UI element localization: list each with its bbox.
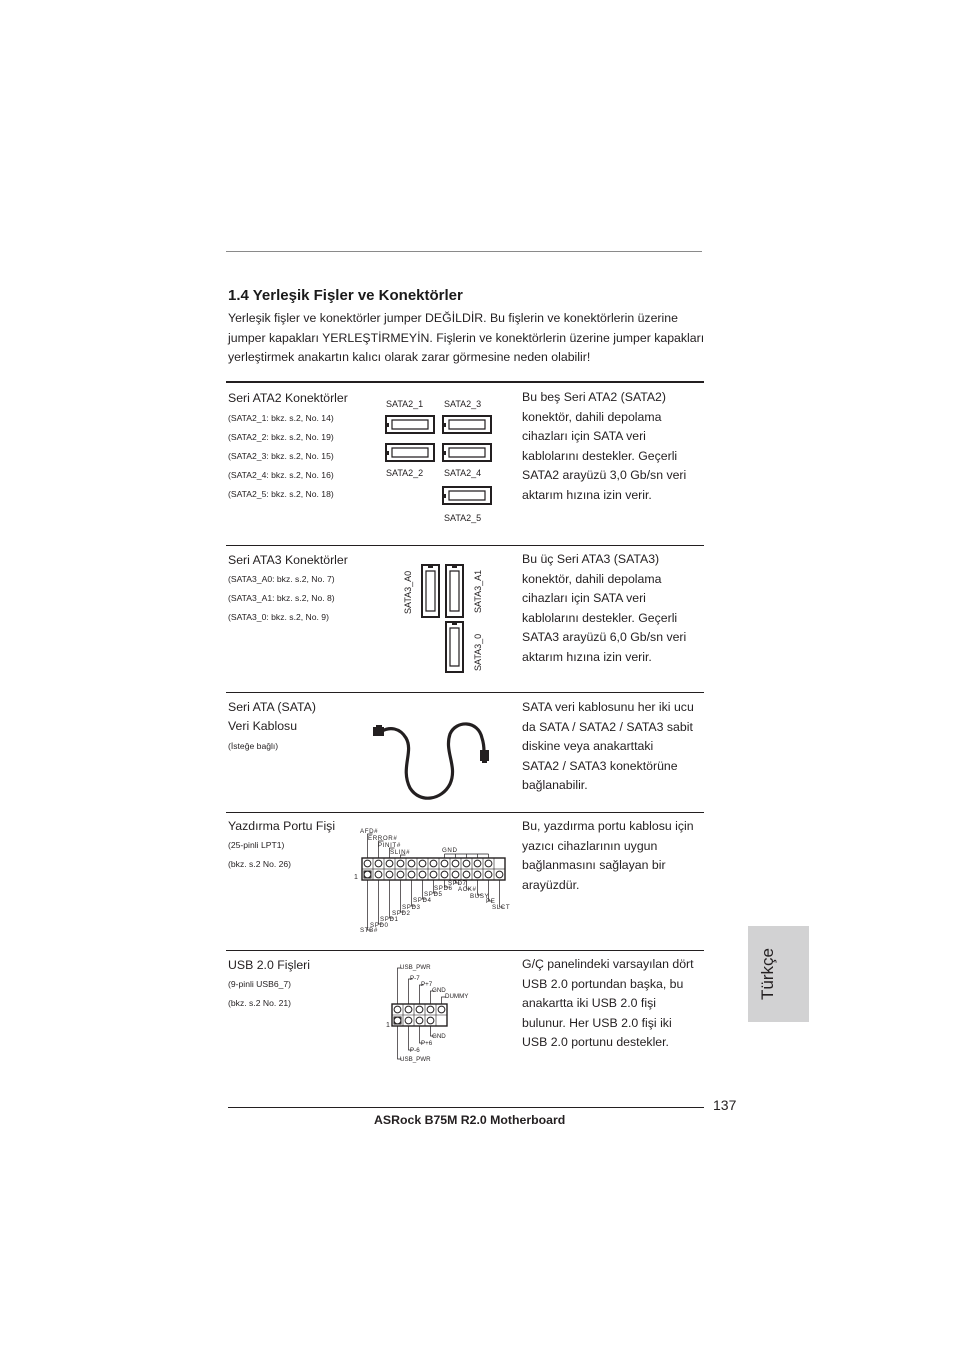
printer-port-header-diagram [352,824,512,936]
lpt-pin-error: ERROR# [368,835,398,842]
sata-cable-description: SATA veri kablosunu her iki ucu da SATA / SATA2 / SATA3 sabit diskine veya anakarttaki SATA2 / SATA3 konektörüne bağlanabilir. [522,700,694,792]
lpt-pin [430,860,437,867]
intro-paragraph: Yerleşik fişler ve konektörler jumper DEĞİLDİR. Bu fişlerin ve konektörlerin üzerine jumper kapakları YERLEŞTİRMEYİN. Fişlerin ve konektörlerin üzerine jumper kapakları yerleştirmek anakartın kalıcı olarak zarar görmesine neden olabilir! [228,311,705,364]
lpt-pin [485,860,492,867]
lpt-pin [419,860,426,867]
sata2-ref-4: (SATA2_4: bkz. s.2, No. 16) [228,470,334,480]
sata2-2-label: SATA2_2 [386,468,424,478]
sata2-5-connector [443,487,491,504]
usb-pin [416,1006,423,1013]
usb-header-diagram [384,960,474,1066]
sata2-5-label: SATA2_5 [444,513,482,523]
lpt-pin [441,871,448,878]
row-divider-1 [226,545,704,546]
usb-leader [398,1026,402,1059]
sata3-a0-connector [422,565,439,617]
usb-pin [427,1006,434,1013]
usb-header-ref-1: (9-pinli USB6_7) [228,979,292,989]
usb-leader [409,979,413,1004]
lpt-pin-busy: BUSY [470,893,490,900]
sata3-0-connector [446,622,463,672]
lpt-pin [375,860,382,867]
sata2-ref-3: (SATA2_3: bkz. s.2, No. 15) [228,451,334,461]
sata3-connectors-diagram [418,562,468,674]
usb-pin1-marker: 1 [386,1022,390,1029]
lpt-pin [364,860,371,867]
sata2-connectors-diagram [380,410,500,510]
sata3-ref-1: (SATA3_A0: bkz. s.2, No. 7) [228,574,335,584]
lpt-pin [452,860,459,867]
lpt-pin [463,871,470,878]
lpt-pin-spd4: SPD4 [413,897,432,904]
sata3-ref-2: (SATA3_A1: bkz. s.2, No. 8) [228,593,335,603]
usb-header-ref-2: (bkz. s.2 No. 21) [228,998,292,1008]
sata2-ref-1: (SATA2_1: bkz. s.2, No. 14) [228,413,334,423]
lpt-pin-spd5: SPD5 [424,891,443,898]
lpt-pin [485,871,492,878]
lpt-pin [430,871,437,878]
sata-cable-optional: (İsteğe bağlı) [228,741,279,751]
lpt-pin [408,871,415,878]
usb-pin [405,1006,412,1013]
lpt-pin-spd0: SPD0 [370,922,389,929]
usb-header-description: G/Ç panelindeki varsayılan dört USB 2.0 portundan başka, bu anakartta iki USB 2.0 fişi bulunur. Her USB 2.0 fişi iki USB 2.0 portunu destekler. [522,957,694,1049]
lpt-leader [500,880,504,907]
usb-pin-pwr-top: USB_PWR [400,964,431,971]
lpt-pin [441,860,448,867]
lpt-pin-spd2: SPD2 [392,910,411,917]
usb-pin-gnd-top: GND [432,987,446,994]
lpt-pin-spd3: SPD3 [402,904,421,911]
usb-pin [416,1017,423,1024]
lpt-pin-slct: SLCT [492,904,511,911]
sata2-4-label: SATA2_4 [444,468,482,478]
sata2-4-connector [443,444,491,461]
lpt-pin [474,871,481,878]
lpt-pin-spd6: SPD6 [434,885,453,892]
lpt-pin-spd1: SPD1 [380,916,399,923]
lpt-pin [386,871,393,878]
lpt-pin [474,860,481,867]
printer-port-ref-1: (25-pinli LPT1) [228,840,285,850]
sata2-ref-5: (SATA2_5: bkz. s.2, No. 18) [228,489,334,499]
usb-pin-pplus6: P+6 [421,1040,433,1047]
lpt-pin-stb: STB# [360,927,378,934]
lpt-pin [452,871,459,878]
lpt-pin [397,860,404,867]
usb-pin [405,1017,412,1024]
language-side-tab-label: Türkçe [758,948,777,1000]
sata2-1-connector [386,416,434,433]
footer-rule [228,1107,704,1108]
sata3-title: Seri ATA3 Konektörler [228,553,348,567]
sata3-a1-connector [446,565,463,617]
table-top-rule [226,381,704,383]
top-rule [226,251,702,252]
usb-leader [398,968,402,1004]
footer-product-name: ASRock B75M R2.0 Motherboard [374,1113,566,1127]
lpt-pin [408,860,415,867]
row-divider-4 [226,950,704,951]
lpt-pin1-marker: 1 [354,874,358,881]
sata2-3-label: SATA2_3 [444,399,482,409]
lpt-pin [463,860,470,867]
lpt-pin [397,871,404,878]
usb-pin [394,1017,401,1024]
lpt-pin-spd7: SPD7 [448,880,467,887]
lpt-pin-gnd: GND [442,847,458,854]
page-number: 137 [713,1097,737,1113]
sata2-ref-2: (SATA2_2: bkz. s.2, No. 19) [228,432,334,442]
usb-pin-dummy: DUMMY [445,993,469,1000]
lpt-pin [496,871,503,878]
sata-cable-title: Seri ATA (SATA) [228,700,316,714]
row-divider-2 [226,692,704,693]
printer-port-description: Bu, yazdırma portu kablosu için yazıcı cihazlarının uygun bağlanmasını sağlayan bir arayüzdür. [522,819,694,892]
sata2-1-label: SATA2_1 [386,399,424,409]
usb-pin-p-6: P-6 [410,1047,420,1054]
sata2-title: Seri ATA2 Konektörler [228,391,348,405]
printer-port-ref-2: (bkz. s.2 No. 26) [228,859,292,869]
sata2-2-connector [386,444,434,461]
sata3-a0-label: SATA3_A0 [403,570,413,614]
usb-pin [427,1017,434,1024]
sata2-description: Bu beş Seri ATA2 (SATA2) konektör, dahili depolama cihazları için SATA veri kablolarını destekler. Geçerli SATA2 arayüzü 3,0 Gb/sn veri aktarım hızına izin verir. [522,390,687,502]
lpt-pin-pe: PE [486,898,496,905]
sata3-a1-label: SATA3_A1 [473,569,483,613]
lpt-pin-afd: AFD# [360,828,379,835]
sata-cable-image [370,708,500,808]
usb-pin [394,1006,401,1013]
sata2-3-connector [443,416,491,433]
row-divider-3 [226,812,704,813]
sata-cable-title-2: Veri Kablosu [228,719,298,733]
lpt-pin-pinit: PINIT# [378,842,401,849]
lpt-pin-ack: ACK# [458,886,477,893]
lpt-pin-slin: SLIN# [390,849,411,856]
printer-port-title: Yazdırma Portu Fişi [228,819,336,833]
usb-pin-p-7: P-7 [410,975,420,982]
lpt-pin [364,871,371,878]
usb-pin-gnd-bottom: GND [432,1033,446,1040]
lpt-pin [375,871,382,878]
usb-pin-pplus7: P+7 [421,981,433,988]
sata3-ref-3: (SATA3_0: bkz. s.2, No. 9) [228,612,329,622]
lpt-pin [386,860,393,867]
section-title: 1.4 Yerleşik Fişler ve Konektörler [228,287,463,304]
usb-pin [438,1006,445,1013]
sata3-description: Bu üç Seri ATA3 (SATA3) konektör, dahili depolama cihazları için SATA veri kablolarını destekler. Geçerli SATA3 arayüzü 6,0 Gb/sn veri aktarım hızına izin verir. [522,552,687,664]
usb-pin-pwr-bottom: USB_PWR [400,1056,431,1063]
lpt-pin [419,871,426,878]
usb-header-title: USB 2.0 Fişleri [228,958,311,972]
sata3-0-label: SATA3_0 [473,633,483,671]
